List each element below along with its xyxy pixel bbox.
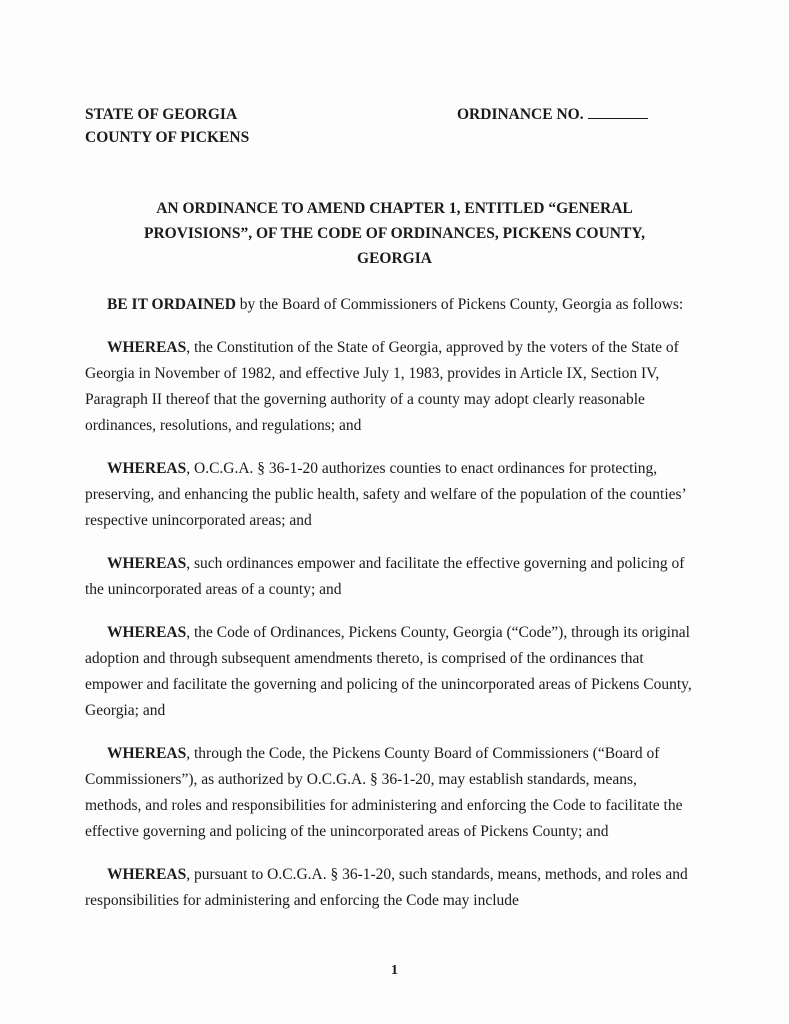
paragraph-lead: BE IT ORDAINED	[107, 296, 236, 313]
paragraph-text: , O.C.G.A. § 36-1-20 authorizes counties to enact ordinances for protecting, preserving, and enhancing the public health, safety and welfare of the population of the counties’ respective unincorporated areas; and	[85, 460, 686, 529]
whereas-clause	[85, 456, 697, 534]
whereas-clause	[85, 620, 697, 724]
paragraph-text: by the Board of Commissioners of Pickens County, Georgia as follows:	[235, 296, 684, 313]
paragraph-text: , through the Code, the Pickens County Board of Commissioners (“Board of Commissioners”), as authorized by O.C.G.A. § 36-1-20, may establish standards, means, methods, and roles and responsibilities for administering and enforcing the Code to facilitate the effective governing and policing of the unincorporated areas of Pickens County; and	[85, 745, 683, 840]
paragraph-lead: WHEREAS	[107, 339, 187, 356]
title-line-2: PROVISIONS”, OF THE CODE OF ORDINANCES, PICKENS COUNTY,	[144, 225, 645, 242]
page-number: 1	[391, 963, 398, 978]
paragraph-text: , the Code of Ordinances, Pickens County, Georgia (“Code”), through its original adoption and through subsequent amendments thereto, is comprised of the ordinances that empower and facilitate the governing and policing of the unincorporated areas of Pickens County, Georgia; and	[85, 624, 692, 719]
title-line-1: AN ORDINANCE TO AMEND CHAPTER 1, ENTITLED “GENERAL	[156, 200, 633, 217]
ordinance-number-blank	[588, 104, 648, 119]
paragraph-lead: WHEREAS	[107, 866, 187, 883]
paragraph-lead: WHEREAS	[107, 555, 187, 572]
ordinance-number-block	[457, 103, 648, 126]
whereas-clause	[85, 335, 697, 439]
ordinance-number-label: ORDINANCE NO.	[457, 106, 584, 123]
title-line-3: GEORGIA	[357, 250, 432, 267]
enacting-clause	[85, 292, 697, 318]
paragraph-lead: WHEREAS	[107, 624, 187, 641]
ordinance-body	[85, 292, 697, 931]
paragraph-text: , pursuant to O.C.G.A. § 36-1-20, such standards, means, methods, and roles and responsibilities for administering and enforcing the Code may include	[85, 866, 688, 909]
whereas-clause	[85, 741, 697, 845]
whereas-clause	[85, 551, 697, 603]
paragraph-lead: WHEREAS	[107, 745, 187, 762]
state-line: STATE OF GEORGIA	[85, 106, 238, 123]
paragraph-text: , the Constitution of the State of Georgia, approved by the voters of the State of Georgia in November of 1982, and effective July 1, 1983, provides in Article IX, Section IV, Paragraph II thereof that the governing authority of a county may adopt clearly reasonable ordinances, resolutions, and regulations; and	[85, 339, 679, 434]
paragraph-lead: WHEREAS	[107, 460, 187, 477]
paragraph-text: , such ordinances empower and facilitate the effective governing and policing of the unincorporated areas of a county; and	[85, 555, 685, 598]
county-line: COUNTY OF PICKENS	[85, 129, 250, 146]
jurisdiction-block	[85, 103, 249, 149]
document-header	[85, 103, 704, 163]
whereas-clause	[85, 862, 697, 914]
ordinance-title	[100, 196, 689, 271]
